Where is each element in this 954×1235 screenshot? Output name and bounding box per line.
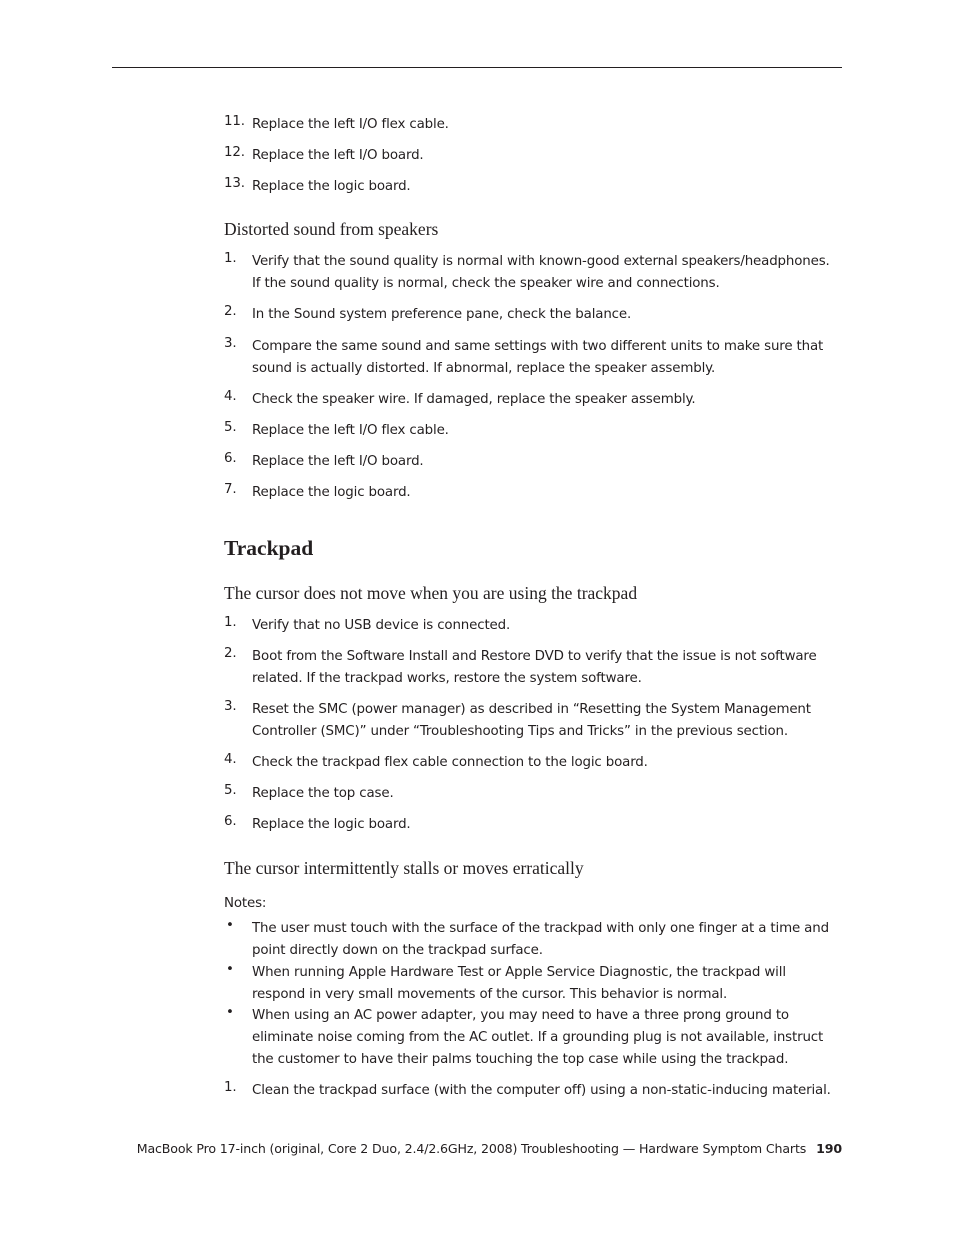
section-title-trackpad: Trackpad — [224, 536, 314, 560]
note-bullet: When running Apple Hardware Test or Apple Service Diagnostic, the trackpad will respond in very small movements of the cursor. This behavior is normal. — [252, 965, 786, 1002]
list-item: Check the trackpad flex cable connection to the logic board. — [252, 755, 648, 770]
section-heading-cursor-stalls: The cursor intermittently stalls or moves erratically — [224, 858, 584, 878]
list-item: Replace the logic board. — [252, 485, 411, 500]
list-item: Replace the logic board. — [252, 179, 411, 194]
list-item: Replace the left I/O flex cable. — [252, 423, 449, 438]
list-number: 4. — [224, 752, 237, 767]
bullet-symbol: • — [226, 918, 234, 933]
list-item: Verify that no USB device is connected. — [252, 618, 511, 633]
bullet-symbol: • — [226, 962, 234, 977]
section-heading-cursor-not-move: The cursor does not move when you are using the trackpad — [224, 583, 638, 603]
page-number: 190 — [816, 1141, 842, 1156]
list-item: Replace the left I/O board. — [252, 454, 424, 469]
list-number: 1. — [224, 251, 237, 266]
list-number: 1. — [224, 1080, 237, 1095]
list-item: Verify that the sound quality is normal with known-good external speakers/headphones. If the sound quality is normal, check the speaker wire and connections. — [252, 254, 830, 291]
list-number: 4. — [224, 389, 237, 404]
list-item: Check the speaker wire. If damaged, replace the speaker assembly. — [252, 392, 696, 407]
list-item: Replace the left I/O flex cable. — [252, 117, 449, 132]
list-item: Clean the trackpad surface (with the computer off) using a non-static-inducing material. — [252, 1083, 831, 1098]
list-number: 3. — [224, 699, 237, 714]
list-number: 2. — [224, 304, 237, 319]
notes-label: Notes: — [224, 896, 267, 911]
list-number: 6. — [224, 451, 237, 466]
list-item: Compare the same sound and same settings with two different units to make sure that sound is actually distorted. If abnormal, replace the speaker assembly. — [252, 339, 824, 376]
list-item: Replace the left I/O board. — [252, 148, 424, 163]
note-bullet: When using an AC power adapter, you may need to have a three prong ground to eliminate noise coming from the AC outlet. If a grounding plug is not available, instruct the customer to have their palms touching the top case while using the trackpad. — [252, 1008, 824, 1067]
list-number: 6. — [224, 814, 237, 829]
list-item: Boot from the Software Install and Restore DVD to verify that the issue is not software related. If the trackpad works, restore the system software. — [252, 649, 817, 686]
list-item: In the Sound system preference pane, check the balance. — [252, 307, 632, 322]
list-item: Replace the logic board. — [252, 817, 411, 832]
list-item: Replace the top case. — [252, 786, 394, 801]
list-number: 2. — [224, 646, 237, 661]
list-number: 11. — [224, 114, 245, 129]
list-number: 1. — [224, 615, 237, 630]
list-number: 12. — [224, 145, 245, 160]
list-item: Reset the SMC (power manager) as described in “Resetting the System Management Controller (SMC)” under “Troubleshooting Tips and Tricks” in the previous section. — [252, 702, 811, 739]
footer-text: MacBook Pro 17-inch (original, Core 2 Duo, 2.4/2.6GHz, 2008) Troubleshooting — Hardware Symptom Charts — [136, 1141, 807, 1156]
header-rule — [112, 67, 842, 68]
page-footer — [137, 1141, 842, 1157]
list-number: 5. — [224, 420, 237, 435]
list-number: 5. — [224, 783, 237, 798]
list-number: 13. — [224, 176, 245, 191]
note-bullet: The user must touch with the surface of the trackpad with only one finger at a time and point directly down on the trackpad surface. — [252, 921, 829, 958]
bullet-symbol: • — [226, 1005, 234, 1020]
section-heading-distorted-sound: Distorted sound from speakers — [224, 219, 439, 239]
list-number: 3. — [224, 336, 237, 351]
list-number: 7. — [224, 482, 237, 497]
